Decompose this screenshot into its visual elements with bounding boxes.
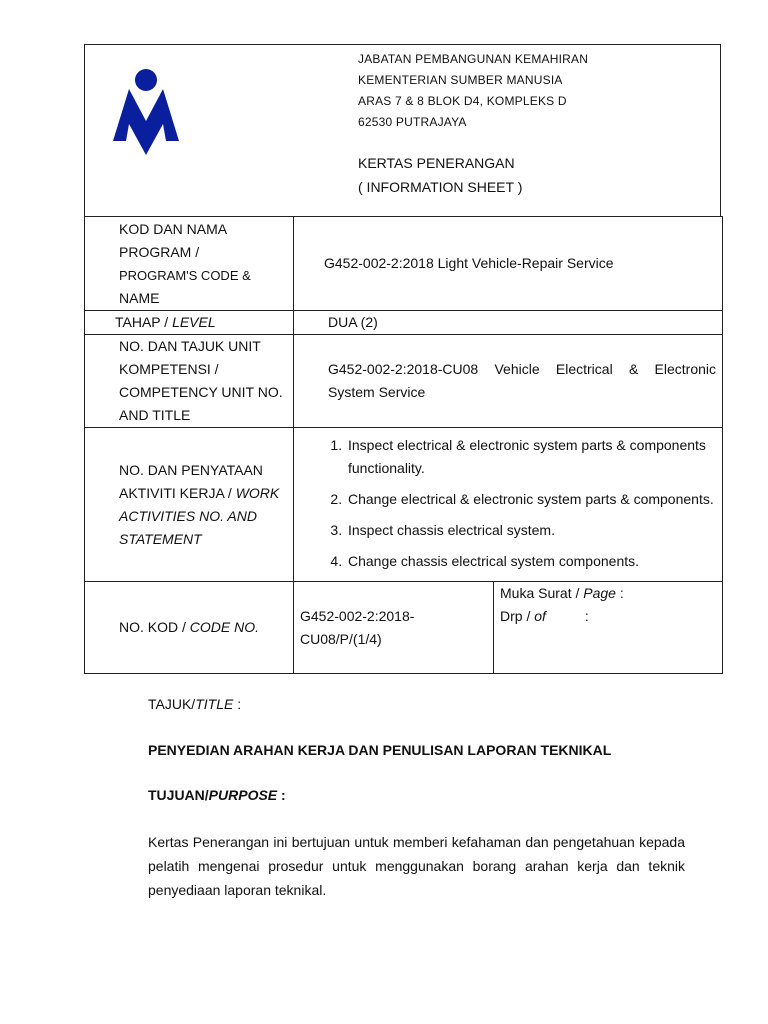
purpose-label-text: TUJUAN/ [148,787,209,803]
page-label-italic: Page [583,585,616,601]
organization-address [358,49,588,133]
title-label-italic: TITLE [195,696,234,712]
program-label-cell [85,217,294,311]
title-colon: : [233,696,242,712]
unit-value: G452-002-2:2018-CU08 Vehicle Electrical & Electronic System Service [294,335,723,428]
code-label-cell [85,582,294,674]
level-row [85,311,723,335]
code-value-cell [294,582,494,674]
unit-label: KOMPETENSI / [119,361,219,377]
title-label-text: TAJUK/ [148,696,196,712]
info-table [84,216,723,674]
purpose-colon: : [277,787,286,803]
sheet-title: KERTAS PENERANGAN [358,155,515,171]
page-colon: : [615,585,624,601]
purpose-label-italic: PURPOSE [208,787,278,803]
level-label: TAHAP / [115,314,173,330]
logo-circle [135,69,157,91]
activity-item: 4. Change chassis electrical system components. [346,550,716,573]
activity-item: 3. Inspect chassis electrical system. [346,519,716,542]
code-label-italic: CODE NO. [189,619,260,635]
activities-label-italic: WORK [235,484,280,501]
of-label-italic: of [534,608,546,624]
document-header [84,44,721,217]
activities-list-cell [294,428,723,582]
activity-item: 2. Change electrical & electronic system parts & components. [346,488,716,511]
code-label: NO. KOD / [119,619,190,635]
page-number-cell [494,582,723,674]
level-label-italic: LEVEL [172,314,216,330]
code-value: CU08/P/(1/4) [300,630,382,647]
unit-row [85,335,723,428]
activities-list [294,434,722,573]
program-label: PROGRAM / [119,243,200,260]
org-line: 62530 PUTRAJAYA [358,115,467,129]
activities-label-italic: STATEMENT [119,530,202,547]
program-label: NAME [119,289,160,306]
code-row [85,582,723,674]
program-row [85,217,723,311]
unit-label: AND TITLE [119,407,191,423]
logo-m-shape [113,89,179,155]
org-line: JABATAN PEMBANGUNAN KEMAHIRAN [358,52,589,66]
purpose-paragraph: Kertas Penerangan ini bertujuan untuk memberi kefahaman dan pengetahuan kepada pelatih mengenai prosedur untuk menggunakan borang arahan kerja dan teknik penyediaan laporan teknikal. [148,834,685,898]
page-label: Muka Surat / [500,585,584,601]
title-label [148,692,685,716]
org-line: ARAS 7 & 8 BLOK D4, KOMPLEKS D [358,94,567,108]
unit-label-cell [85,335,294,428]
document-title: PENYEDIAN ARAHAN KERJA DAN PENULISAN LAPORAN TEKNIKAL [148,742,612,758]
activities-row [85,428,723,582]
activities-label-cell [85,428,294,582]
of-colon: : [545,608,589,624]
unit-label: COMPETENCY UNIT NO. [119,384,283,400]
unit-label: NO. DAN TAJUK UNIT [119,338,261,354]
org-line: KEMENTERIAN SUMBER MANUSIA [358,73,563,87]
activities-label: NO. DAN PENYATAAN [119,461,263,478]
program-label: PROGRAM'S CODE & [119,267,251,283]
sheet-title-block [358,151,522,199]
level-value: DUA (2) [294,311,723,335]
agency-logo-icon [111,69,181,155]
sheet-subtitle: ( INFORMATION SHEET ) [358,179,523,195]
of-label: Drp / [500,608,535,624]
activities-label: AKTIVITI KERJA / [119,484,236,501]
level-label-cell [85,311,294,335]
program-label: KOD DAN NAMA [119,220,228,237]
code-value: G452-002-2:2018- [300,607,415,624]
activity-item: 1. Inspect electrical & electronic system parts & components functionality. [346,434,716,480]
activities-label-italic: ACTIVITIES NO. AND [119,507,257,524]
program-value: G452-002-2:2018 Light Vehicle-Repair Service [294,217,723,311]
purpose-label [148,783,685,807]
